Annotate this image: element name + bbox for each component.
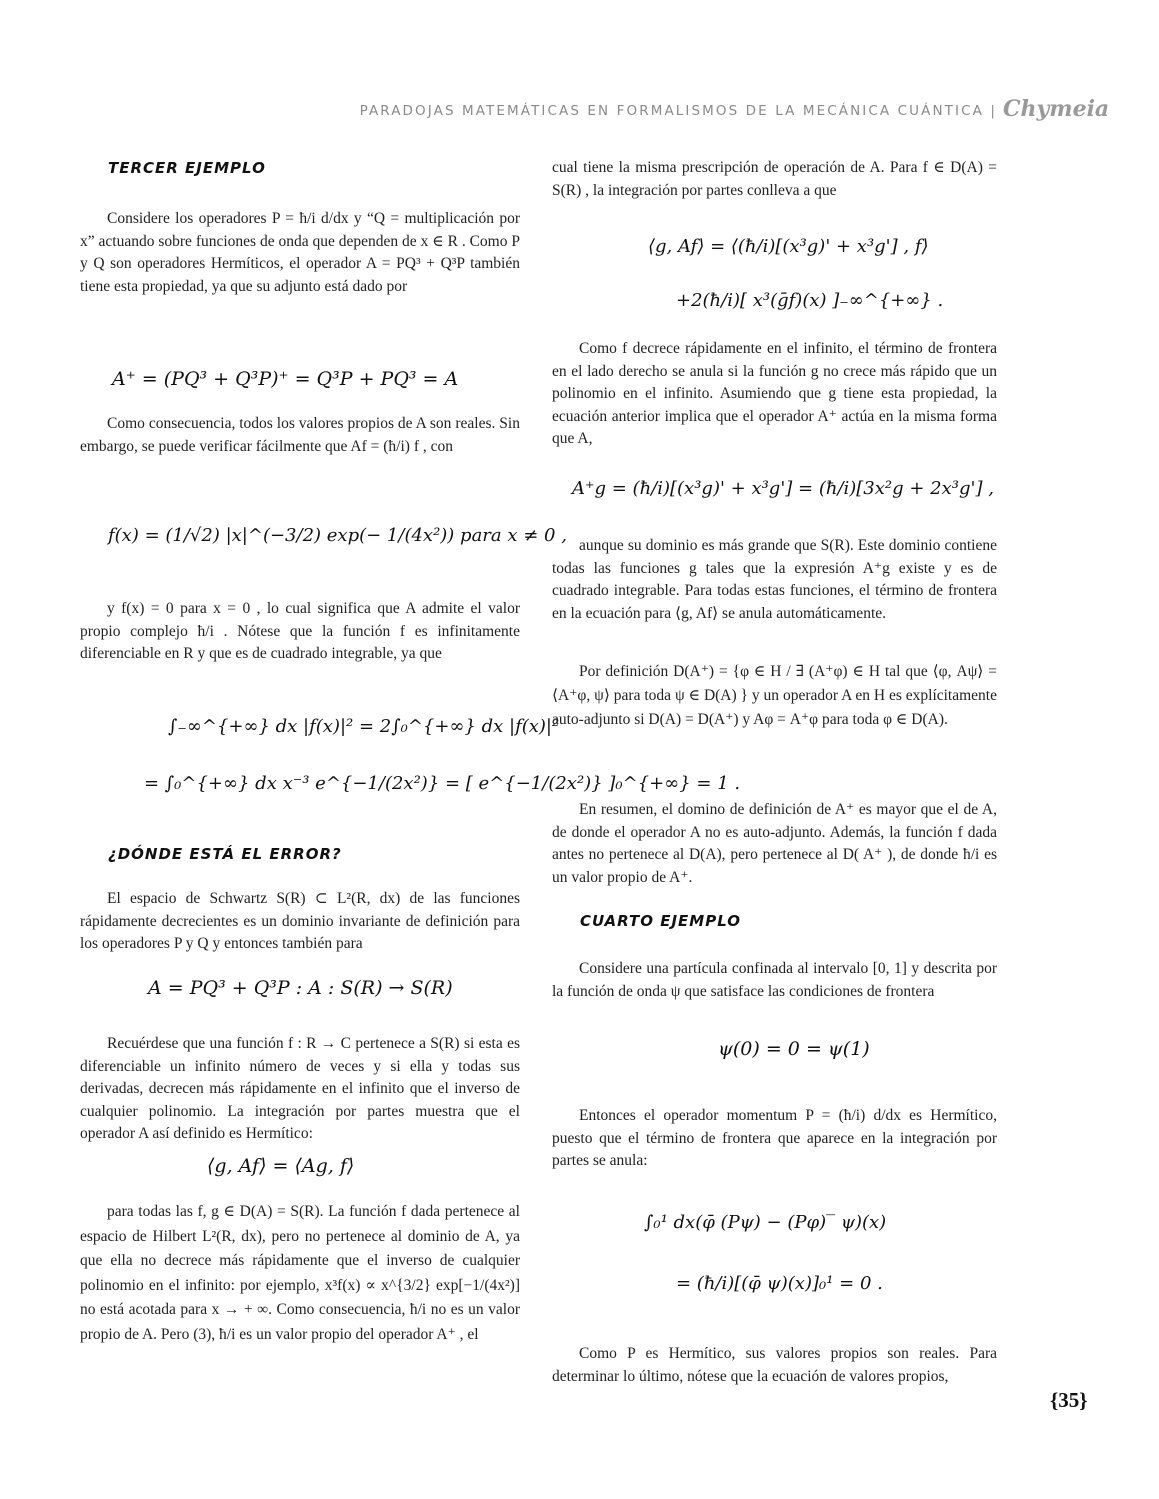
paragraph: Como P es Hermítico, sus valores propios son reales. Para determinar lo último, nótese que la ecuación de valores propios, bbox=[552, 1345, 997, 1385]
equation: A⁺ = (PQ³ + Q³P)⁺ = Q³P + PQ³ = A bbox=[112, 368, 459, 390]
section-heading-cuarto-ejemplo: CUARTO EJEMPLO bbox=[580, 912, 741, 930]
equation: A⁺g = (ħ/i)[(x³g)' + x³g'] = (ħ/i)[3x²g + 2x³g'] , bbox=[572, 478, 994, 499]
journal-logo: Chymeia bbox=[1003, 96, 1110, 122]
paragraph: El espacio de Schwartz S(R) ⊂ L²(R, dx) de las funciones rápidamente decrecientes es un dominio invariante de definición para los operadores P y Q y entonces también para bbox=[80, 890, 520, 952]
equation: ∫₋∞^{+∞} dx |f(x)|² = 2∫₀^{+∞} dx |f(x)|² bbox=[168, 716, 560, 737]
paragraph: Como consecuencia, todos los valores propios de A son reales. Sin embargo, se puede verificar fácilmente que Af = (ħ/i) f , con bbox=[80, 415, 520, 455]
equation: ⟨g, Af⟩ = ⟨Ag, f⟩ bbox=[207, 1155, 355, 1177]
paragraph: para todas las f, g ∈ D(A) = S(R). La función f dada pertenece al espacio de Hilbert L²(R, dx), pero no pertenece al dominio de A, ya que ella no decrece más rápidamente que el inverso de cualquier polinomio en el infinito: por ejemplo, x³f(x) ∝ x^{3/2} exp[−1/(4x²)] no está acotada para x → + ∞. Como consecuencia, ħ/i no es un valor propio de A. Pero (3), ħ/i es un valor propio del operador A⁺ , el bbox=[80, 1203, 520, 1343]
paragraph: y f(x) = 0 para x = 0 , lo cual significa que A admite el valor propio complejo ħ/i . Nótese que la función f es infinitamente diferenciable en R y que es de cuadrado integrable, ya que bbox=[80, 600, 520, 662]
section-heading-tercer-ejemplo: TERCER EJEMPLO bbox=[108, 159, 266, 177]
equation: +2(ħ/i)[ x³(ḡf)(x) ]₋∞^{+∞} . bbox=[676, 290, 944, 311]
paragraph: Considere una partícula confinada al intervalo [0, 1] y descrita por la función de onda ψ que satisface las condiciones de frontera bbox=[552, 960, 997, 1000]
paragraph: Como f decrece rápidamente en el infinito, el término de frontera en el lado derecho se anula si la función g no crece más rápido que un polinomio en el infinito. Asumiendo que g tiene esta propiedad, la ecuación anterior implica que el operador A⁺ actúa en la misma forma que A, bbox=[552, 340, 997, 447]
paragraph: cual tiene la misma prescripción de operación de A. Para f ∈ D(A) = S(R) , la integración por partes conlleva a que bbox=[552, 159, 997, 199]
equation: ψ(0) = 0 = ψ(1) bbox=[718, 1038, 870, 1060]
equation: ∫₀¹ dx(φ̄ (Pψ) − (Pφ)‾ ψ)(x) bbox=[644, 1212, 887, 1233]
paragraph: Por definición D(A⁺) = {φ ∈ H / ∃ (A⁺φ) ∈ H tal que ⟨φ, Aψ⟩ = ⟨A⁺φ, ψ⟩ para toda ψ ∈ D(A) } y un operador A en H es explícitamente auto-adjunto si D(A) = D(A⁺) y Aφ = A⁺φ para toda φ ∈ D(A). bbox=[552, 663, 997, 728]
equation: = ∫₀^{+∞} dx x⁻³ e^{−1/(2x²)} = [ e^{−1/(2x²)} ]₀^{+∞} = 1 . bbox=[144, 773, 741, 794]
equation: = (ħ/i)[(φ̄ ψ)(x)]₀¹ = 0 . bbox=[676, 1273, 883, 1294]
page-number: {35} bbox=[1050, 1388, 1088, 1412]
paragraph: Considere los operadores P = ħ/i d/dx y “Q = multiplicación por x” actuando sobre funciones de onda que dependen de x ∈ R . Como P y Q son operadores Hermíticos, el operador A = PQ³ + Q³P también tiene esta propiedad, ya que su adjunto está dado por bbox=[80, 210, 520, 295]
paragraph: Recuérdese que una función f : R → C pertenece a S(R) si esta es diferenciable un infinito número de veces y si ella y todas sus derivadas, decrecen más rápidamente en el infinito que el inverso de cualquier polinomio. La integración por partes muestra que el operador A así definido es Hermítico: bbox=[80, 1035, 520, 1142]
paragraph: En resumen, el domino de definición de A⁺ es mayor que el de A, de donde el operador A no es auto-adjunto. Además, la función f dada antes no pertenece al D(A), pero pertenece al D( A⁺ ), de donde ħ/i es un valor propio de A⁺. bbox=[552, 801, 997, 886]
running-header: PARADOJAS MATEMÁTICAS EN FORMALISMOS DE LA MECÁNICA CUÁNTICA | bbox=[359, 103, 997, 119]
paragraph: Entonces el operador momentum P = (ħ/i) d/dx es Hermítico, puesto que el término de frontera que aparece en la integración por partes se anula: bbox=[552, 1107, 997, 1169]
paragraph: aunque su dominio es más grande que S(R). Este dominio contiene todas las funciones g tales que la expresión A⁺g existe y es de cuadrado integrable. Para todas estas funciones, el término de frontera en la ecuación para ⟨g, Af⟩ se anula automáticamente. bbox=[552, 537, 997, 622]
equation: ⟨g, Af⟩ = ⟨(ħ/i)[(x³g)' + x³g'] , f⟩ bbox=[648, 236, 929, 257]
equation: f(x) = (1/√2) |x|^(−3/2) exp(− 1/(4x²)) para x ≠ 0 , bbox=[108, 525, 567, 546]
section-heading-donde-esta-el-error: ¿DÓNDE ESTÁ EL ERROR? bbox=[108, 845, 342, 863]
equation: A = PQ³ + Q³P : A : S(R) → S(R) bbox=[148, 977, 453, 999]
